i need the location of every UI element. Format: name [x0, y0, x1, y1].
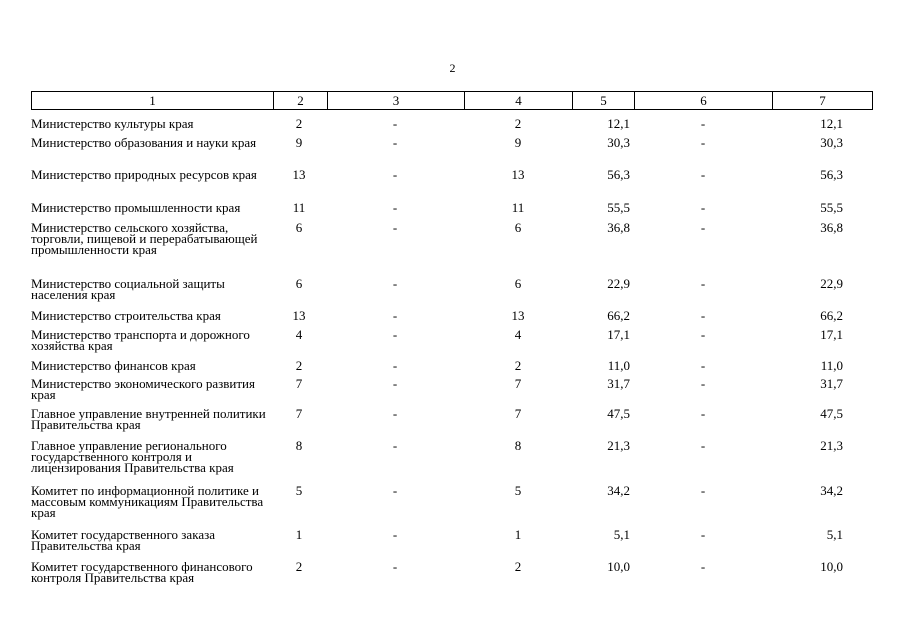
- cell-col-7: 17,1: [820, 327, 843, 342]
- table-header: [31, 91, 873, 110]
- cell-col-3: -: [392, 483, 398, 498]
- cell-col-2: 1: [295, 527, 303, 542]
- cell-col-4: 13: [511, 308, 525, 323]
- cell-col-7: 36,8: [820, 220, 843, 235]
- cell-col-3: -: [392, 559, 398, 574]
- cell-col-5: 21,3: [607, 438, 630, 453]
- cell-col-3: -: [392, 358, 398, 373]
- header-col-3: 3: [328, 92, 465, 110]
- cell-col-6: -: [700, 483, 706, 498]
- cell-col-3: -: [392, 376, 398, 391]
- header-col-6: 6: [635, 92, 773, 110]
- cell-col-3: -: [392, 327, 398, 342]
- ministry-name: Министерство экономического развития края: [31, 376, 255, 402]
- cell-col-2: 2: [295, 559, 303, 574]
- cell-col-2: 2: [295, 358, 303, 373]
- cell-col-2: 13: [292, 167, 306, 182]
- cell-col-6: -: [700, 167, 706, 182]
- cell-col-7: 31,7: [820, 376, 843, 391]
- cell-col-2: 6: [295, 220, 303, 235]
- cell-col-3: -: [392, 276, 398, 291]
- cell-col-5: 47,5: [607, 406, 630, 421]
- cell-col-6: -: [700, 327, 706, 342]
- ministry-name: Министерство строительства края: [31, 308, 221, 323]
- cell-col-7: 21,3: [820, 438, 843, 453]
- cell-col-4: 2: [514, 358, 522, 373]
- cell-col-4: 13: [511, 167, 525, 182]
- cell-col-6: -: [700, 276, 706, 291]
- cell-col-3: -: [392, 220, 398, 235]
- cell-col-6: -: [700, 358, 706, 373]
- cell-col-6: -: [700, 527, 706, 542]
- cell-col-6: -: [700, 376, 706, 391]
- cell-col-5: 34,2: [607, 483, 630, 498]
- cell-col-4: 8: [514, 438, 522, 453]
- cell-col-4: 6: [514, 220, 522, 235]
- ministry-name: Министерство культуры края: [31, 116, 194, 131]
- page-number: 2: [449, 61, 456, 75]
- ministry-name: Министерство сельского хозяйства, торговли, пищевой и перерабатывающей промышленности края: [31, 220, 258, 257]
- cell-col-5: 36,8: [607, 220, 630, 235]
- cell-col-4: 5: [514, 483, 522, 498]
- cell-col-4: 6: [514, 276, 522, 291]
- cell-col-3: -: [392, 308, 398, 323]
- cell-col-6: -: [700, 200, 706, 215]
- cell-col-6: -: [700, 438, 706, 453]
- cell-col-3: -: [392, 527, 398, 542]
- header-col-7: 7: [773, 92, 873, 110]
- cell-col-5: 10,0: [607, 559, 630, 574]
- ministry-name: Министерство финансов края: [31, 358, 196, 373]
- cell-col-5: 22,9: [607, 276, 630, 291]
- ministry-name: Комитет государственного финансового контроля Правительства края: [31, 559, 253, 585]
- cell-col-2: 2: [295, 116, 303, 131]
- cell-col-7: 5,1: [826, 527, 843, 542]
- cell-col-3: -: [392, 135, 398, 150]
- cell-col-4: 4: [514, 327, 522, 342]
- cell-col-7: 22,9: [820, 276, 843, 291]
- header-col-1: 1: [32, 92, 274, 110]
- cell-col-4: 9: [514, 135, 522, 150]
- cell-col-4: 11: [511, 200, 525, 215]
- cell-col-3: -: [392, 438, 398, 453]
- cell-col-5: 30,3: [607, 135, 630, 150]
- cell-col-2: 13: [292, 308, 306, 323]
- ministry-name: Главное управление регионального государственного контроля и лицензирования Правительства края: [31, 438, 234, 475]
- ministry-name: Главное управление внутренней политики Правительства края: [31, 406, 266, 432]
- cell-col-6: -: [700, 308, 706, 323]
- cell-col-7: 10,0: [820, 559, 843, 574]
- cell-col-5: 11,0: [607, 358, 630, 373]
- cell-col-5: 31,7: [607, 376, 630, 391]
- cell-col-6: -: [700, 135, 706, 150]
- cell-col-4: 2: [514, 116, 522, 131]
- cell-col-4: 7: [514, 376, 522, 391]
- cell-col-7: 55,5: [820, 200, 843, 215]
- ministry-name: Комитет по информационной политике и массовым коммуникациям Правительства края: [31, 483, 264, 520]
- cell-col-7: 47,5: [820, 406, 843, 421]
- header-col-4: 4: [465, 92, 573, 110]
- cell-col-2: 8: [295, 438, 303, 453]
- cell-col-3: -: [392, 406, 398, 421]
- cell-col-7: 56,3: [820, 167, 843, 182]
- ministry-name: Комитет государственного заказа Правительства края: [31, 527, 215, 553]
- cell-col-2: 7: [295, 406, 303, 421]
- cell-col-4: 2: [514, 559, 522, 574]
- cell-col-3: -: [392, 116, 398, 131]
- cell-col-5: 5,1: [613, 527, 630, 542]
- cell-col-5: 55,5: [607, 200, 630, 215]
- cell-col-7: 12,1: [820, 116, 843, 131]
- cell-col-7: 34,2: [820, 483, 843, 498]
- cell-col-2: 6: [295, 276, 303, 291]
- cell-col-5: 12,1: [607, 116, 630, 131]
- header-col-5: 5: [573, 92, 635, 110]
- cell-col-2: 11: [292, 200, 306, 215]
- cell-col-5: 56,3: [607, 167, 630, 182]
- cell-col-7: 11,0: [820, 358, 843, 373]
- ministry-name: Министерство природных ресурсов края: [31, 167, 257, 182]
- ministry-name: Министерство промышленности края: [31, 200, 241, 215]
- cell-col-2: 7: [295, 376, 303, 391]
- cell-col-2: 9: [295, 135, 303, 150]
- ministry-name: Министерство образования и науки края: [31, 135, 257, 150]
- ministry-name: Министерство социальной защиты населения края: [31, 276, 225, 302]
- ministry-name: Министерство транспорта и дорожного хозяйства края: [31, 327, 250, 353]
- cell-col-6: -: [700, 220, 706, 235]
- cell-col-7: 30,3: [820, 135, 843, 150]
- cell-col-3: -: [392, 200, 398, 215]
- cell-col-6: -: [700, 116, 706, 131]
- cell-col-4: 1: [514, 527, 522, 542]
- cell-col-6: -: [700, 559, 706, 574]
- cell-col-3: -: [392, 167, 398, 182]
- cell-col-4: 7: [514, 406, 522, 421]
- cell-col-6: -: [700, 406, 706, 421]
- cell-col-5: 66,2: [607, 308, 630, 323]
- cell-col-5: 17,1: [607, 327, 630, 342]
- cell-col-2: 5: [295, 483, 303, 498]
- header-col-2: 2: [274, 92, 328, 110]
- cell-col-7: 66,2: [820, 308, 843, 323]
- cell-col-2: 4: [295, 327, 303, 342]
